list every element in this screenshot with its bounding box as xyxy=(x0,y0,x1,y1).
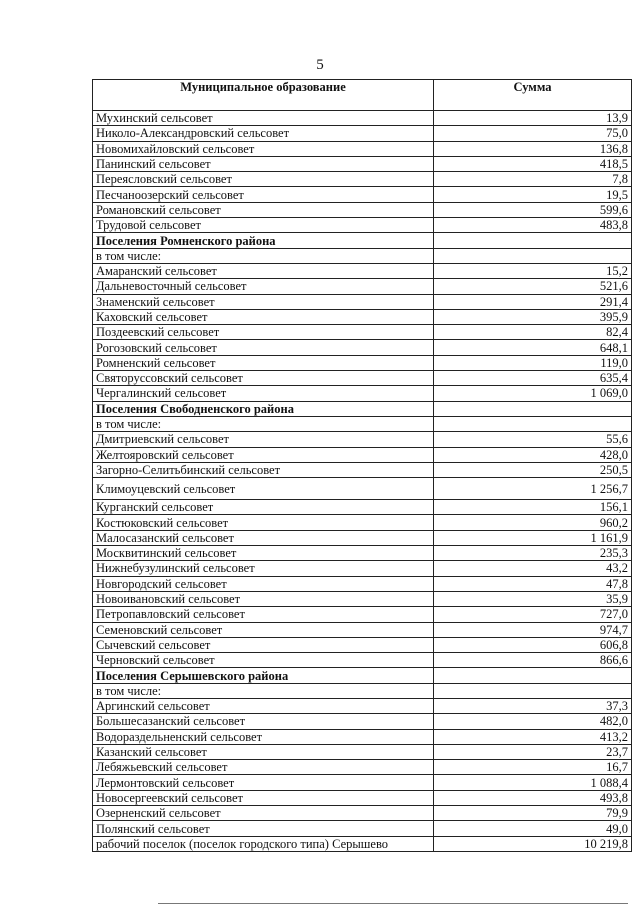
sum-cell: 7,8 xyxy=(434,172,632,187)
table-row xyxy=(93,790,632,805)
municipality-cell: в том числе: xyxy=(93,683,434,698)
sum-cell: 10 219,8 xyxy=(434,836,632,851)
municipality-cell: Нижнебузулинский сельсовет xyxy=(93,561,434,576)
sum-cell: 1 088,4 xyxy=(434,775,632,790)
municipality-cell: Дальневосточный сельсовет xyxy=(93,279,434,294)
table-row xyxy=(93,530,632,545)
municipality-cell: Знаменский сельсовет xyxy=(93,294,434,309)
sum-cell: 16,7 xyxy=(434,760,632,775)
sum-cell: 866,6 xyxy=(434,653,632,668)
sum-cell: 291,4 xyxy=(434,294,632,309)
sum-cell: 49,0 xyxy=(434,821,632,836)
table-row xyxy=(93,561,632,576)
table-row xyxy=(93,218,632,233)
page-number: 5 xyxy=(316,57,324,73)
table-row xyxy=(93,172,632,187)
municipality-cell: Амаранский сельсовет xyxy=(93,263,434,278)
table-row xyxy=(93,371,632,386)
municipality-cell: Лермонтовский сельсовет xyxy=(93,775,434,790)
municipality-cell: Желтояровский сельсовет xyxy=(93,447,434,462)
municipality-cell: Мухинский сельсовет xyxy=(93,111,434,126)
municipality-cell: Озерненский сельсовет xyxy=(93,806,434,821)
municipality-cell: Николо-Александровский сельсовет xyxy=(93,126,434,141)
municipality-cell: Малосазанский сельсовет xyxy=(93,530,434,545)
table-row xyxy=(93,340,632,355)
municipality-cell: Загорно-Селитьбинский сельсовет xyxy=(93,462,434,477)
municipality-cell: Песчаноозерский сельсовет xyxy=(93,187,434,202)
sum-cell: 648,1 xyxy=(434,340,632,355)
municipality-cell: Новоивановский сельсовет xyxy=(93,591,434,606)
column-header-municipality: Муниципальное образование xyxy=(93,80,434,111)
table-row xyxy=(93,546,632,561)
sum-cell: 418,5 xyxy=(434,156,632,171)
municipality-cell: рабочий поселок (поселок городского типа) Серышево xyxy=(93,836,434,851)
table-row xyxy=(93,698,632,713)
sum-cell: 960,2 xyxy=(434,515,632,530)
sum-cell: 156,1 xyxy=(434,500,632,515)
table-row xyxy=(93,637,632,652)
municipality-cell: Петропавловский сельсовет xyxy=(93,607,434,622)
sum-cell: 483,8 xyxy=(434,218,632,233)
municipality-cell: Водораздельненский сельсовет xyxy=(93,729,434,744)
sum-cell: 79,9 xyxy=(434,806,632,821)
table-row xyxy=(93,653,632,668)
section-row xyxy=(93,233,632,248)
table-row xyxy=(93,683,632,698)
municipality-cell: Москвитинский сельсовет xyxy=(93,546,434,561)
table-row xyxy=(93,416,632,431)
table-row xyxy=(93,309,632,324)
municipality-cell: Полянский сельсовет xyxy=(93,821,434,836)
sum-cell: 235,3 xyxy=(434,546,632,561)
sum-cell: 43,2 xyxy=(434,561,632,576)
column-header-sum: Сумма xyxy=(434,80,632,111)
municipality-cell: в том числе: xyxy=(93,248,434,263)
table-row xyxy=(93,111,632,126)
municipality-cell: Каховский сельсовет xyxy=(93,309,434,324)
table-row xyxy=(93,462,632,477)
table-row xyxy=(93,836,632,851)
sum-cell: 19,5 xyxy=(434,187,632,202)
table-body xyxy=(93,111,632,852)
table-row xyxy=(93,591,632,606)
municipality-cell: Аргинский сельсовет xyxy=(93,698,434,713)
sum-cell: 13,9 xyxy=(434,111,632,126)
table-row xyxy=(93,126,632,141)
municipality-cell: Новосергеевский сельсовет xyxy=(93,790,434,805)
table-row xyxy=(93,248,632,263)
municipality-cell: Казанский сельсовет xyxy=(93,744,434,759)
municipality-cell: Святорусcовский сельсовет xyxy=(93,371,434,386)
sum-cell: 1 161,9 xyxy=(434,530,632,545)
sum-cell: 521,6 xyxy=(434,279,632,294)
section-row xyxy=(93,668,632,683)
sum-cell: 75,0 xyxy=(434,126,632,141)
municipality-cell: Новомихайловский сельсовет xyxy=(93,141,434,156)
sum-cell: 428,0 xyxy=(434,447,632,462)
sum-cell: 35,9 xyxy=(434,591,632,606)
sum-cell xyxy=(434,416,632,431)
table-row xyxy=(93,821,632,836)
municipality-cell: Костюковский сельсовет xyxy=(93,515,434,530)
table-row xyxy=(93,576,632,591)
table-row xyxy=(93,141,632,156)
sum-cell xyxy=(434,233,632,248)
table-row xyxy=(93,355,632,370)
municipality-cell: в том числе: xyxy=(93,416,434,431)
table-row xyxy=(93,515,632,530)
municipality-cell: Семеновский сельсовет xyxy=(93,622,434,637)
budget-table xyxy=(92,79,632,852)
sum-cell: 606,8 xyxy=(434,637,632,652)
sum-cell: 599,6 xyxy=(434,202,632,217)
table-row xyxy=(93,279,632,294)
table-row xyxy=(93,806,632,821)
sum-cell xyxy=(434,401,632,416)
table-row xyxy=(93,500,632,515)
municipality-cell: Поздеевский сельсовет xyxy=(93,325,434,340)
table-row xyxy=(93,294,632,309)
municipality-cell: Сычевский сельсовет xyxy=(93,637,434,652)
sum-cell xyxy=(434,668,632,683)
sum-cell: 493,8 xyxy=(434,790,632,805)
table-header xyxy=(93,80,632,111)
table-row xyxy=(93,760,632,775)
table-row xyxy=(93,156,632,171)
sum-cell: 15,2 xyxy=(434,263,632,278)
municipality-cell: Рогозовский сельсовет xyxy=(93,340,434,355)
municipality-cell: Чергалинский сельсовет xyxy=(93,386,434,401)
table-row xyxy=(93,187,632,202)
municipality-cell: Климоуцевский сельсовет xyxy=(93,478,434,500)
sum-cell: 47,8 xyxy=(434,576,632,591)
sum-cell: 413,2 xyxy=(434,729,632,744)
table-row xyxy=(93,386,632,401)
section-row xyxy=(93,401,632,416)
municipality-cell: Курганский сельсовет xyxy=(93,500,434,515)
sum-cell: 1 069,0 xyxy=(434,386,632,401)
table-row xyxy=(93,622,632,637)
table-row xyxy=(93,607,632,622)
municipality-cell: Трудовой сельсовет xyxy=(93,218,434,233)
municipality-cell: Поселения Ромненского района xyxy=(93,233,434,248)
table-row xyxy=(93,325,632,340)
sum-cell: 1 256,7 xyxy=(434,478,632,500)
sum-cell: 136,8 xyxy=(434,141,632,156)
table-row xyxy=(93,263,632,278)
municipality-cell: Черновский сельсовет xyxy=(93,653,434,668)
municipality-cell: Поселения Свободненского района xyxy=(93,401,434,416)
table-row xyxy=(93,202,632,217)
municipality-cell: Переясловский сельсовет xyxy=(93,172,434,187)
sum-cell: 635,4 xyxy=(434,371,632,386)
municipality-cell: Большесазанский сельсовет xyxy=(93,714,434,729)
municipality-cell: Дмитриевский сельсовет xyxy=(93,432,434,447)
table-row xyxy=(93,432,632,447)
sum-cell: 119,0 xyxy=(434,355,632,370)
sum-cell: 82,4 xyxy=(434,325,632,340)
sum-cell: 250,5 xyxy=(434,462,632,477)
table-row xyxy=(93,478,632,500)
sum-cell: 55,6 xyxy=(434,432,632,447)
municipality-cell: Поселения Серышевского района xyxy=(93,668,434,683)
municipality-cell: Новгородский сельсовет xyxy=(93,576,434,591)
sum-cell: 37,3 xyxy=(434,698,632,713)
sum-cell xyxy=(434,248,632,263)
sum-cell: 482,0 xyxy=(434,714,632,729)
page-edge-line xyxy=(158,903,628,904)
municipality-cell: Панинский сельсовет xyxy=(93,156,434,171)
table-row xyxy=(93,729,632,744)
table-row xyxy=(93,744,632,759)
municipality-cell: Ромненский сельсовет xyxy=(93,355,434,370)
table-row xyxy=(93,775,632,790)
table-row xyxy=(93,714,632,729)
sum-cell: 727,0 xyxy=(434,607,632,622)
municipality-cell: Романовский сельсовет xyxy=(93,202,434,217)
table-row xyxy=(93,447,632,462)
sum-cell: 974,7 xyxy=(434,622,632,637)
sum-cell: 23,7 xyxy=(434,744,632,759)
sum-cell xyxy=(434,683,632,698)
sum-cell: 395,9 xyxy=(434,309,632,324)
municipality-cell: Лебяжьевский сельсовет xyxy=(93,760,434,775)
